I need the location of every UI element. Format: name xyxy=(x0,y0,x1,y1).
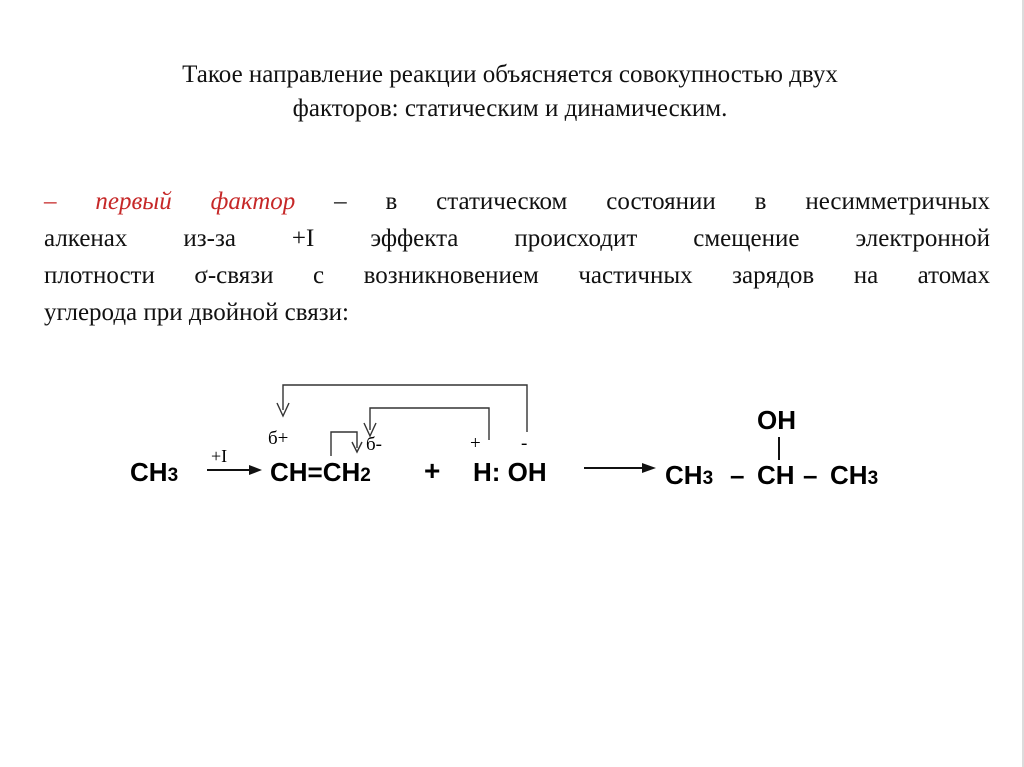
paragraph-line-2: алкенах из-за +I эффекта происходит смещение электронной xyxy=(44,225,990,252)
propene-fragment: CH=CH2 xyxy=(270,457,371,487)
water-molecule: H: OH xyxy=(473,457,547,487)
product-methyl-right: CH3 xyxy=(830,460,879,490)
hydrogen-charge: + xyxy=(470,433,481,454)
product-methyl-left: CH3 xyxy=(665,460,714,490)
inductive-arrow-head xyxy=(249,465,262,475)
first-factor-term: – первый фактор xyxy=(44,188,296,215)
partial-positive-charge: б+ xyxy=(268,428,289,449)
product-bond-2: – xyxy=(803,460,818,490)
plus-sign: + xyxy=(424,455,441,486)
product-bond-1: – xyxy=(730,460,745,490)
paragraph-line-3: плотности σ-связи с возникновением частичных зарядов на атомах xyxy=(44,262,990,289)
methyl-group-left: CH3 xyxy=(130,457,179,487)
paragraph-line-1-rest: – в статическом состоянии в несимметричных xyxy=(295,188,990,215)
product-ch-center: CH xyxy=(757,460,795,490)
product-hydroxyl: OH xyxy=(757,405,796,435)
reaction-arrow-head xyxy=(642,463,656,473)
paragraph-line-4: углерода при двойной связи: xyxy=(44,299,349,326)
hydroxyl-charge: - xyxy=(521,433,528,454)
partial-negative-charge: б- xyxy=(366,434,382,455)
heading-line-1: Такое направление реакции объясняется совокупностью двух xyxy=(182,61,838,88)
inductive-effect-label: +I xyxy=(211,446,228,466)
heading-line-2: факторов: статическим и динамическим. xyxy=(292,95,728,122)
